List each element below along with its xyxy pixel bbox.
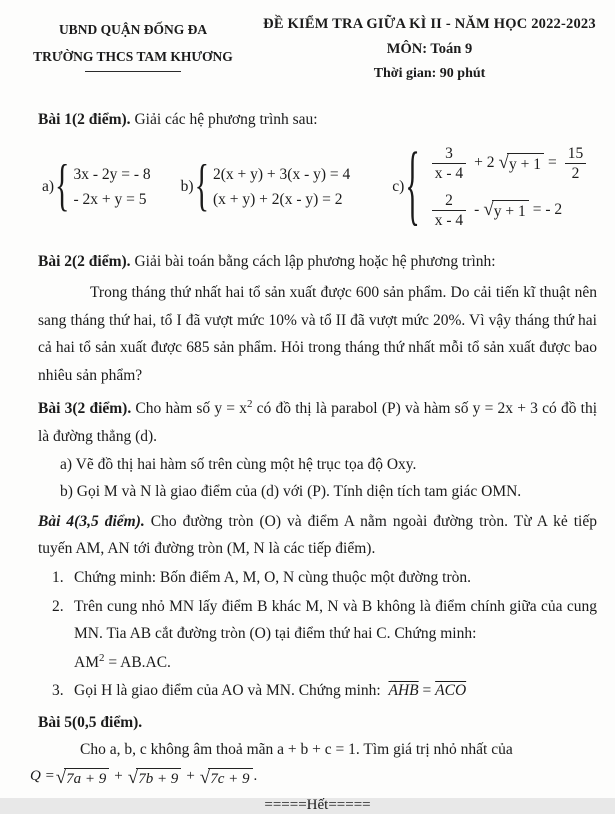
- problem-3-heading: [38, 395, 597, 450]
- exam-duration: Thời gian: 90 phút: [373, 66, 486, 81]
- problem-4-item-2: [38, 593, 597, 677]
- item-number: 2.: [52, 597, 64, 615]
- problem-5-formula: Q = √ 7a + 9 + √ 7b + 9 + √ 7c + 9 .: [30, 766, 258, 788]
- problem-3-intro-post: có đồ thị là parabol (P) và hàm số y = 2x + 3 có đồ thị là đường thẳng (d).: [38, 400, 598, 446]
- item-number: 3.: [52, 682, 64, 700]
- square-root: √ y + 1: [483, 200, 528, 221]
- radical-icon: √: [498, 151, 509, 173]
- system-a-eq1: 3x - 2y = - 8: [73, 165, 151, 183]
- problem-4-item-1: [38, 564, 597, 592]
- problem-5-text: Cho a, b, c không âm thoả mãn a + b + c = 1. Tìm giá trị nhỏ nhất của: [80, 741, 513, 759]
- radical-icon: √: [199, 766, 211, 788]
- item-text: Gọi H là giao điểm của AO và MN. Chứng minh: $\overline{AHB} = \overline{ACO}$: [74, 682, 467, 700]
- exam-subject: MÔN: Toán 9: [386, 41, 473, 57]
- org-line2: TRƯỜNG THCS TAM KHƯƠNG: [33, 49, 233, 64]
- problem-2-label: Bài 2(2 điểm).: [38, 252, 131, 270]
- problem-4-intro: Cho đường tròn (O) và điểm A nằm ngoài đường tròn. Từ A kẻ tiếp tuyến AM, AN tới đường tròn (M, N là các tiếp điểm).: [38, 512, 597, 558]
- left-brace: {: [194, 154, 209, 217]
- exam-title: ĐỀ KIỂM TRA GIỮA KÌ II - NĂM HỌC 2022-2023: [263, 16, 596, 32]
- exam-body: [0, 106, 615, 814]
- square-root: √ 7b + 9: [128, 768, 182, 789]
- problem-4-item-3: [38, 677, 597, 705]
- problem-1-systems: [38, 136, 597, 238]
- angle-AHB: $\overline{AHB}$: [388, 682, 419, 700]
- system-a-label: a): [42, 177, 55, 195]
- system-b-eq2: (x + y) + 2(x - y) = 2: [212, 190, 343, 208]
- problem-4-heading: [38, 508, 597, 563]
- exam-title-block: [252, 16, 607, 82]
- problem-3-item-b: b) Gọi M và N là giao điểm của (d) với (P). Tính diện tích tam giác OMN.: [60, 483, 522, 501]
- problem-3-item-a: a) Vẽ đồ thị hai hàm số trên cùng một hệ trục tọa độ Oxy.: [60, 455, 417, 473]
- system-c-eq2: $\frac{2}{x - 4}$ - √ y + 1 = - 2: [428, 187, 590, 234]
- system-b: [180, 154, 351, 217]
- radical-icon: √: [483, 198, 494, 220]
- system-c-eq1: $\frac{3}{x - 4}$ + 2 √ y + 1 = $\frac{15}{2}$: [428, 140, 590, 187]
- angle-ACO: $\overline{ACO}$: [435, 682, 467, 700]
- org-underline: [85, 71, 181, 72]
- system-b-label: b): [180, 177, 194, 195]
- exam-header: [0, 0, 615, 82]
- item-number: 1.: [52, 568, 64, 586]
- problem-3-label: Bài 3(2 điểm).: [38, 400, 132, 418]
- problem-1-label: Bài 1(2 điểm).: [38, 111, 131, 128]
- q-lhs: Q =: [30, 767, 55, 784]
- problem-2-heading: [38, 248, 597, 276]
- radical-icon: √: [127, 766, 139, 788]
- radical-icon: √: [55, 766, 67, 788]
- problem-1-heading: [38, 106, 597, 134]
- problem-1-intro: Giải các hệ phương trình sau:: [134, 111, 318, 128]
- problem-5-label: Bài 5(0,5 điểm).: [38, 713, 143, 731]
- org-line1: UBND QUẬN ĐỐNG ĐA: [58, 22, 208, 37]
- left-brace: {: [55, 154, 70, 217]
- item-text: Trên cung nhỏ MN lấy điểm B khác M, N và B không là điểm chính giữa của cung MN. Tia AB cắt đường tròn (O) tại điểm thứ hai C. Chứng minh:: [74, 597, 597, 643]
- system-b-eq1: 2(x + y) + 3(x - y) = 4: [212, 165, 351, 183]
- problem-3-intro-pre: Cho hàm số y = x: [135, 400, 247, 418]
- fraction: $\frac{2}{x - 4}$: [432, 191, 466, 230]
- system-c: [392, 135, 590, 235]
- exponent: 2: [246, 398, 253, 411]
- problem-5-heading: [38, 709, 597, 737]
- square-root: √ y + 1: [499, 153, 544, 174]
- square-root: √ 7c + 9: [200, 768, 253, 789]
- issuing-org-block: [14, 16, 252, 82]
- problem-2-intro: Giải bài toán bằng cách lập phương hoặc hệ phương trình:: [134, 252, 496, 270]
- square-root: √ 7a + 9: [56, 768, 110, 789]
- item-text: Chứng minh: Bốn điểm A, M, O, N cùng thuộc một đường tròn.: [74, 568, 471, 586]
- problem-2-text: Trong tháng thứ nhất hai tổ sản xuất được 600 sản phẩm. Do cải tiến kĩ thuật nên sang tháng thứ hai, tổ I đã vượt mức 10% và tổ II đã vượt mức 20%. Vì vậy tháng thứ hai cả hai tổ sản xuất được 685 sản phẩm. Hỏi trong tháng thứ nhất mỗi tổ sản xuất được bao nhiêu sản phẩm?: [38, 284, 597, 384]
- system-a-eq2: - 2x + y = 5: [73, 190, 147, 208]
- left-brace: {: [405, 135, 420, 235]
- system-a: [42, 154, 151, 217]
- problem-4-label: Bài 4(3,5 điểm).: [38, 512, 145, 530]
- end-marker: =====Hết=====: [264, 796, 371, 813]
- fraction: $\frac{15}{2}$: [565, 144, 587, 183]
- item-2-math: $AM^2 = AB.AC$.: [74, 651, 171, 671]
- exponent: 2: [98, 651, 105, 664]
- system-c-label: c): [392, 177, 405, 195]
- fraction: $\frac{3}{x - 4}$: [432, 144, 466, 183]
